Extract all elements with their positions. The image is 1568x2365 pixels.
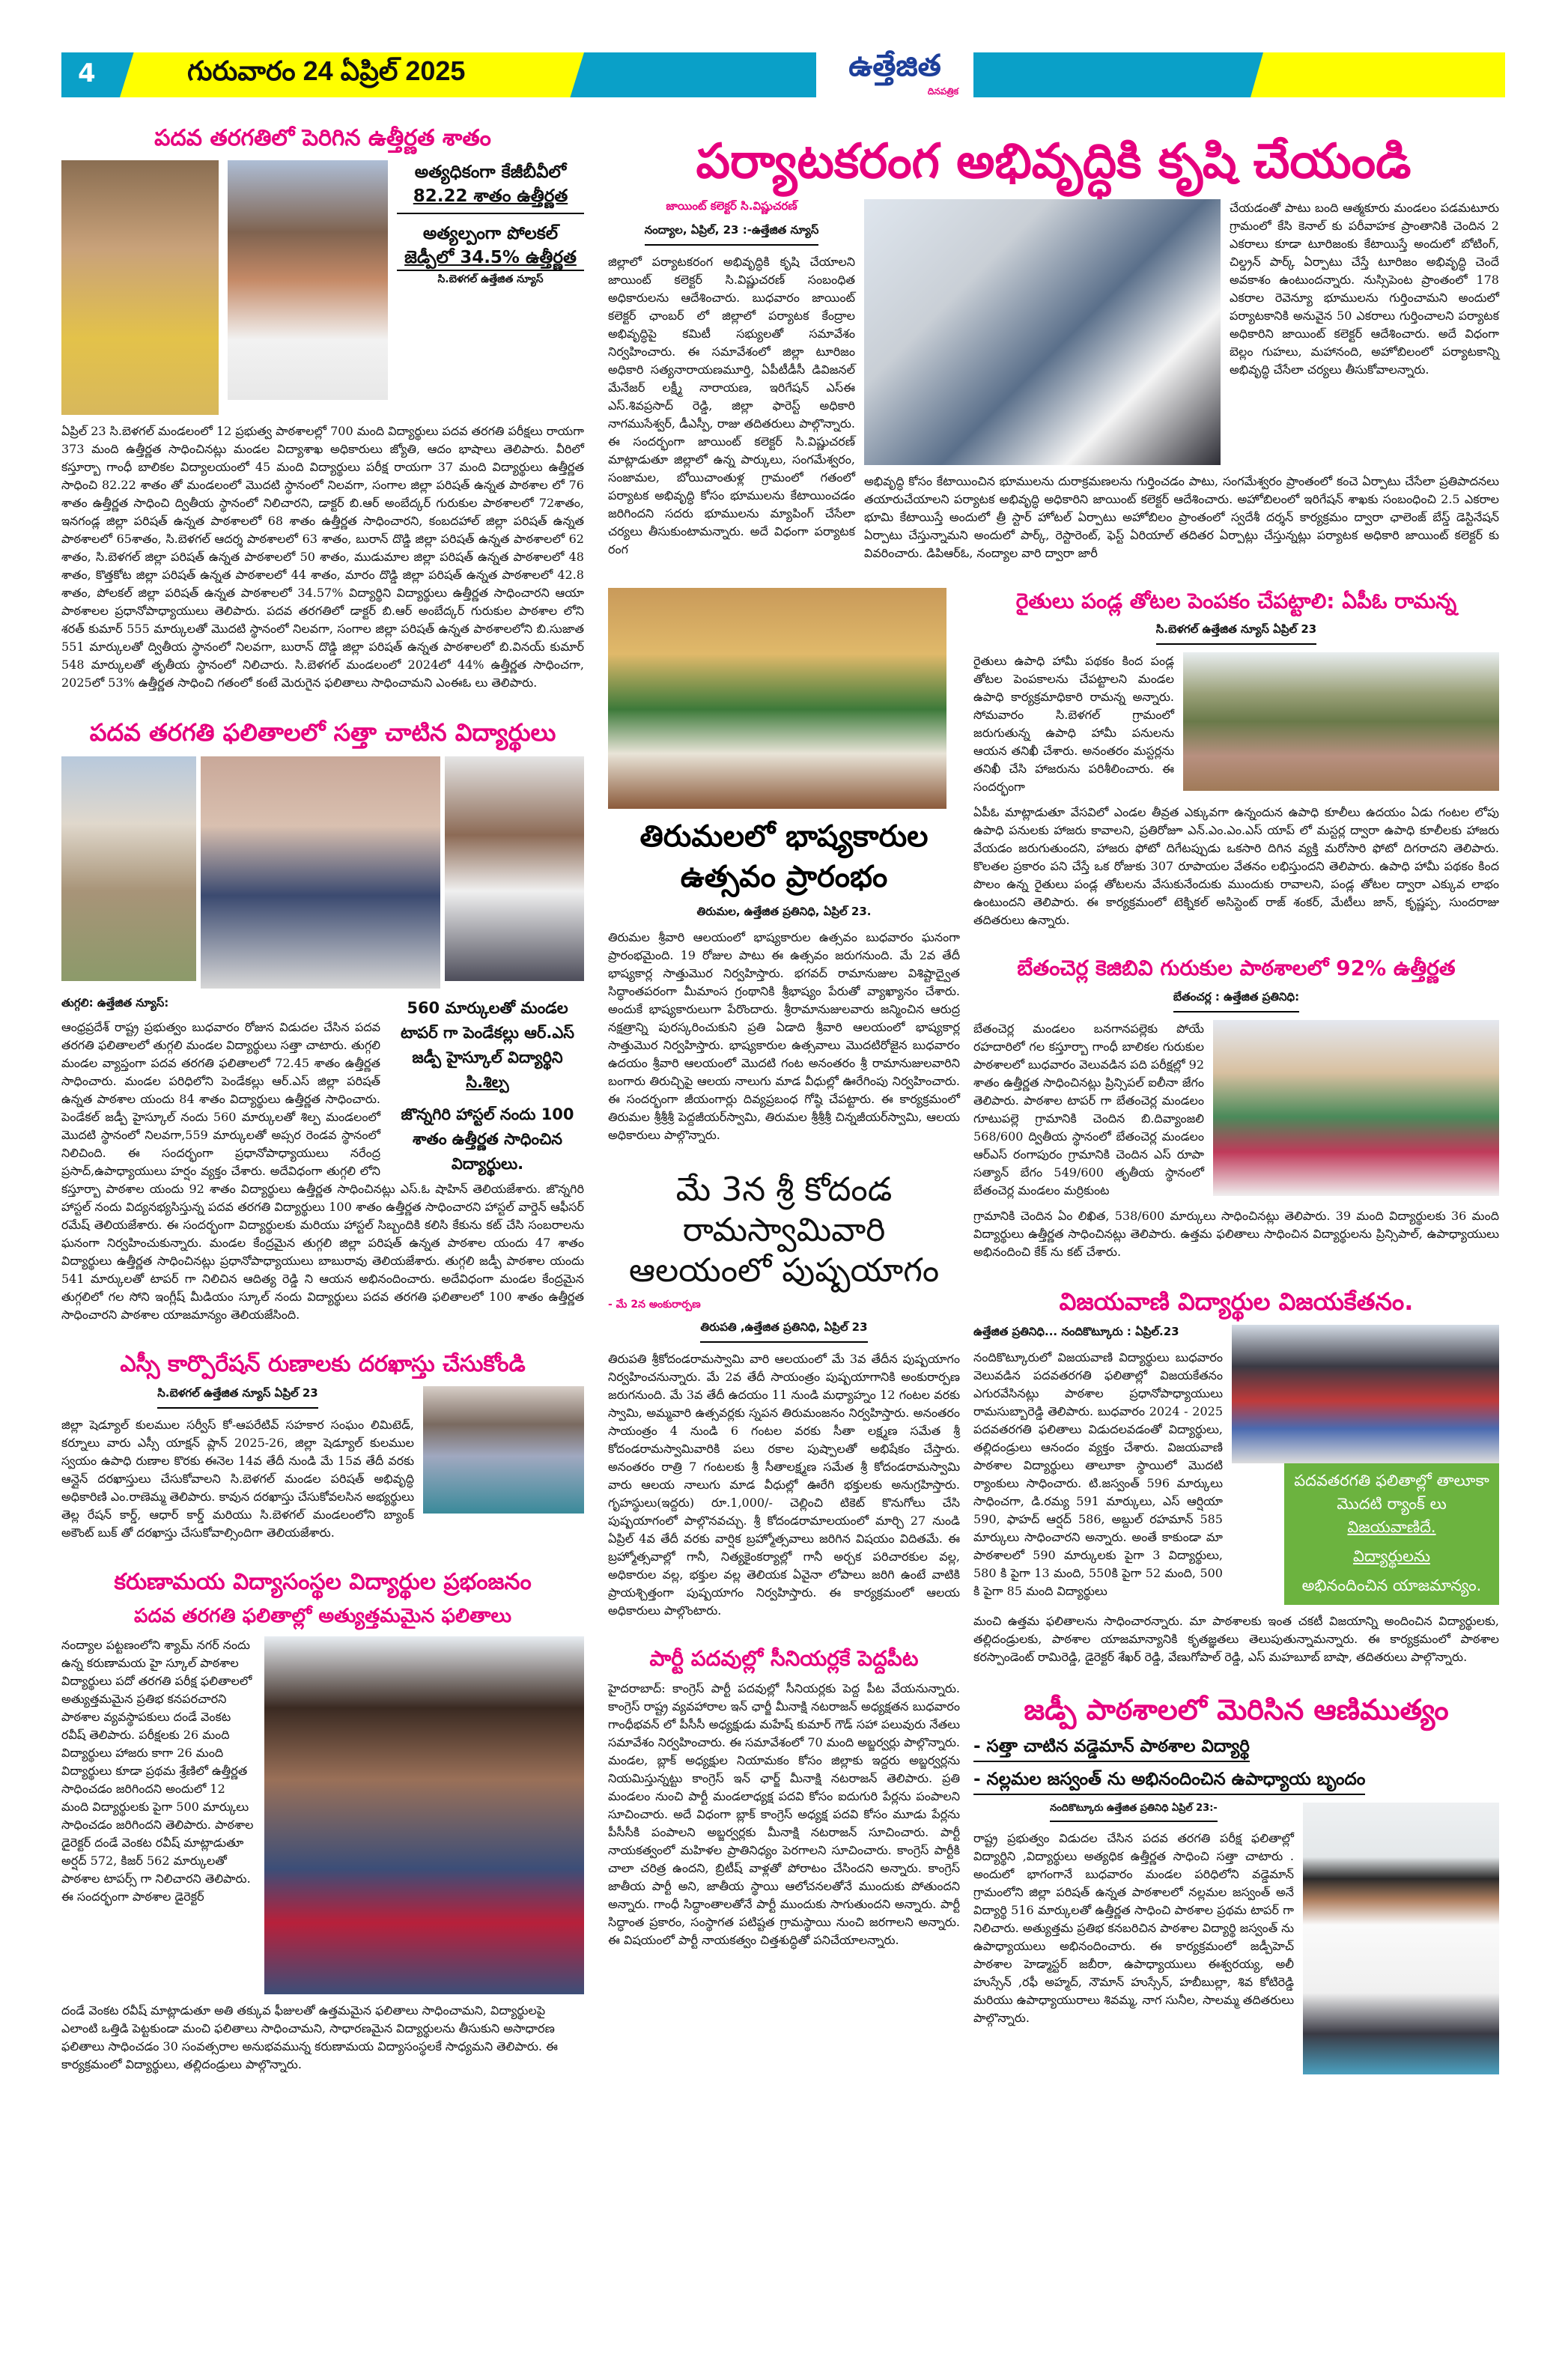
article-tourism xyxy=(608,132,1499,562)
byline: సి.బెళగల్ ఉత్తేజిత న్యూస్ xyxy=(437,273,544,285)
headline: కరుణామయ విద్యాసంస్థల విద్యార్థుల ప్రభంజనం xyxy=(114,1568,532,1595)
masthead-logo xyxy=(816,46,973,97)
byline: ఉత్తేజిత ప్రతినిధి... నందికొట్కూరు : ఏప్రిల్.23 xyxy=(973,1325,1179,1339)
content-row xyxy=(973,652,1499,796)
logo-title: ఉత్తేజిత xyxy=(848,49,941,83)
headline: బేతంచెర్ల కెజిబివి గురుకుల పాఠశాలలో 92% ఉత్తీర్ణత xyxy=(1017,956,1456,981)
content-row xyxy=(973,1020,1499,1200)
school-photo xyxy=(61,756,196,981)
highlight-box xyxy=(391,996,584,1177)
byline: తుగ్గలి: ఉత్తేజిత న్యూస్: xyxy=(61,995,169,1010)
page-number: 4 xyxy=(78,58,96,88)
lead-subheadline: జాయింట్ కలెక్టర్ సి.విష్ణుచరణ్ xyxy=(666,199,797,213)
article-body-continued: మంచి ఉత్తమ ఫలితాలను సాధించారన్నారు. మా పాఠశాలకు ఇంత చకటీ విజయాన్ని అందించిన విద్యార్థులకు, తల్లిదండ్రులకు, పాఠశాల యాజమాన్యానికి కృతజ్ఞతలు తెలుపుతున్నామన్నారు. ఈ కార్యక్రమంలో పాఠశాల కరస్పాండెంట్ రామిరెడ్డి, డైరెక్టర్ శేఖర్ రెడ్డి, వేణుగోపాల్ రెడ్డి, ఎస్ మహబూబ్ బాషా, తదితరులు పాల్గొన్నారు. xyxy=(973,1614,1499,1665)
article-pass-rate xyxy=(61,124,584,692)
content-row xyxy=(973,1803,1499,2074)
right-area xyxy=(864,199,1499,562)
lower-columns xyxy=(608,588,1499,2100)
article-body: చేయడంతో పాటు బంది ఆత్మకూరు మండలం పడమటూరు గ్రామంలో కేసి కెనాల్ కు పరీవాహక ప్రాంతానికి చెందిన 2 ఎకరాలు కూడా టూరిజంకు కేటాయిస్తే అందులో బోటింగ్, చిల్డ్రన్ పార్క్ ఏర్పాటు చేస్తే టూరిజం అభివృద్ధి చెందే అవకాశం ఉంటుందన్నారు. నుస్సిపెంట ప్రాంతంలో 178 ఎకరాల రెవెన్యూ భూములను గుర్తించామని అందులో పర్యాటకానికి అనువైన 50 ఎకరాలు గుర్తించాలని పర్యాటక అధికారిని జాయింట్ కలెక్టర్ ఆదేశించారు. అదే విధంగా బెల్లం గుహలు, మహానంది, అహోబిలంలో పర్యాటకాన్ని అభివృద్ధి చేసేలా చర్యలు తీసుకోవాలన్నారు. xyxy=(1230,201,1499,377)
student-photo xyxy=(61,160,219,415)
headline-line: తిరుమలలో భాష్యకారుల xyxy=(639,819,929,854)
headline: పదవ తరగతి ఫలితాలలో సత్తా చాటిన విద్యార్థులు xyxy=(89,718,556,747)
article-karunamaya xyxy=(61,1567,584,2074)
byline: సి.బెళగల్ ఉత్తేజిత న్యూస్ ఏప్రిల్ 23 xyxy=(1156,622,1317,645)
article-party xyxy=(608,1645,960,1949)
article-body: హైదరాబాద్: కాంగ్రెస్ పార్టీ పదవుల్లో సీనియర్లకు పెద్ద పీట వేయనున్నారు. కాంగ్రెస్ రాష్ట్ర వ్యవహారాల ఇన్ ఛార్జీ మీనాక్షి నటరాజన్ అధ్యక్షతన బుధవారం గాంధీభవన్ లో పీసీసీ అధ్యక్షుడు మహేష్ కుమార్ గౌడ్ సహా పలువురు నేతలు సమావేశం నిర్వహించారు. ఈ సమావేశంలో 70 మంది అబ్జర్వర్లు పాల్గొన్నారు. మండల, బ్లాక్ అధ్యక్షుల నియామకం కోసం జిల్లాకు ఇద్దరు అబ్జర్వర్లను నియమిస్తున్నట్టు కాంగ్రెస్ ఇన్ ఛార్జ్ మీనాక్షి నటరాజన్ తెలిపారు. ప్రతి మండలం నుంచి పార్టీ మండలాధ్యక్ష పదవి కోసం ఐదుగురి పేర్లను పంపాలని సూచించారు. అదే విధంగా బ్లాక్ కాంగ్రెస్ అధ్యక్ష పదవి కోసం మూడు పేర్లను పీసీసీకి పంపాలని అబ్జర్వర్లకు మీనాక్షి నటరాజన్ సూచించారు. పార్టీ నాయకత్వంలో మహిళల ప్రాతినిధ్యం పెరగాలని సూచించారు. కాంగ్రెస్ పార్టీకి చాలా చరిత్ర ఉందని, బ్రిటీష్ వాళ్లతో పోరాటం చేసిందని అన్నారు. కాంగ్రెస్ జాతీయ పార్టీ అని, జాతీయ స్థాయి ఆలోచనలతోనే ముందుకు పోతుందని అన్నారు. గాంధీ సిద్ధాంతాలతోనే పార్టీ ముందుకు సాగుతుందని అన్నారు. పార్టీ సిద్ధాంత ప్రకారం, సంస్థాగత పటిష్టత గ్రామస్థాయి నుంచి జరగాలని అన్నారు. ఈ విషయంలో పార్టీ నాయకత్వం చిత్తశుద్ధితో పనిచేయాలన్నారు. xyxy=(608,1681,960,1948)
text-column xyxy=(61,1386,414,1542)
lead-headline: పర్యాటకరంగ అభివృద్ధికి కృషి చేయండి xyxy=(696,134,1411,189)
byline: తిరుమల, ఉత్తేజిత ప్రతినిధి, ఏప్రిల్ 23. xyxy=(696,905,872,918)
headline xyxy=(608,1170,960,1291)
article-body-continued: దండే వెంకట రవీష్ మాట్లాడుతూ అతి తక్కువ ఫీజులతో ఉత్తమమైన ఫలితాలు సాధించామని, విద్యార్థులపై ఎలాంటి ఒత్తిడి పెట్టకుండా మంచి ఫలితాలు సాధించామని, సాధారణమైన విద్యార్థులను తీసుకుని అసాధారణ ఫలితాలు సాధించడం 30 సంవత్సరాల అనుభవమున్న కరుణామయ విద్యాసంస్థలకే సాధ్యమని తెలిపారు. ఈ కార్యక్రమంలో విద్యార్థులు, తల్లిదండ్రులు పాల్గొన్నారు. xyxy=(61,2003,558,2072)
text-column xyxy=(973,1803,1294,2027)
article-content xyxy=(61,996,584,1324)
content-row xyxy=(61,1386,584,1542)
subheadline: పదవ తరగతి ఫలితాల్లో అత్యుత్తమమైన ఫలితాలు xyxy=(134,1604,511,1627)
students-photo xyxy=(1232,1325,1499,1463)
subheadline: - నల్లమల జస్వంత్ ను అభినందించిన ఉపాధ్యాయ బృందం xyxy=(973,1770,1365,1795)
article-body: తిరుమల శ్రీవారి ఆలయంలో భాష్యకారుల ఉత్సవం బుధవారం ఘనంగా ప్రారంభమైంది. 19 రోజుల పాటు ఈ ఉత్సవం జరుగనుంది. మే 2వ తేదీ భాష్యకార్ల సాత్తుమొర నిర్వహిస్తారు. భగవద్ రామానుజుల విశిష్టాద్వైత సిద్ధాంతపరంగా మీమాంస గ్రంథానికి శ్రీభాష్యం పేరుతో వ్యాఖ్యానం చేశారు. అందుకే భాష్యకారులుగా పేరొందారు. శ్రీరామానుజులవారు జన్మించిన ఆరుద్ర నక్షత్రాన్ని పురస్కరించుకుని ప్రతి ఏడాది శ్రీవారి ఆలయంలో భాష్యకార్ల సాత్తుమొర నిర్వహిస్తారు. భాష్యకారుల ఉత్సవాలు మొదటిరోజైన బుధవారం ఉదయం శ్రీవారి ఆలయంలో మొదటి గంట అనంతరం శ్రీ రామానుజులవారిని బంగారు తిరుచ్చిపై ఆలయ నాలుగు మాడ వీధుల్లో ఊరేగింపు నిర్వహించారు. ఈ సందర్భంగా జీయంగార్లు దివ్యప్రబంధ గోష్ఠి చేపట్టారు. ఈ కార్యక్రమంలో తిరుమల శ్రీశ్రీశ్రీ పెద్దజీయర్‌స్వామి, తిరుమల శ్రీశ్రీశ్రీ చిన్నజీయర్‌స్వామి, ఆలయ అధికారులు పాల్గొన్నారు. xyxy=(608,930,960,1142)
subheadline-box xyxy=(397,160,584,288)
header-right-band xyxy=(1251,52,1505,97)
article-body: రాష్ట్ర ప్రభుత్వం విడుదల చేసిన పదవ తరగతి పరీక్ష ఫలితాల్లో విద్యార్థిని ,విద్యార్థులు అత్యధిక ఉత్తీర్ణత సాధించి సత్తా చాటారు . అందులో భాగంగానే బుధవారం మండల పరిధిలోని వడ్డెమాన్ గ్రామంలోని జిల్లా పరిషత్ ఉన్నత పాఠశాలలో నల్లమల జస్వంత్ అనే విద్యార్థి 516 మార్కులతో ఉత్తీర్ణత సాధించి పాఠశాల ప్రథమ టాపర్ గా నిలిచారు. అత్యుత్తమ ప్రతిభ కనబరిచిన పాఠశాల విద్యార్థి జస్వంత్ ను ఉపాధ్యాయులు అభినందించారు. ఈ కార్యక్రమంలో జడ్పీహెచ్ పాఠశాల హెడ్మాస్టర్ జబీరా, ఉపాధ్యాయులు ఈశ్వరయ్య, అలీ హుస్సేన్ ,రఫీ అహ్మద్, నౌమాన్ హుస్సేన్, హబీబుల్లా, శివ కోటిరెడ్డి మరియు ఉపాధ్యాయురాలు శివమ్మ, నాగ సునీల, సాలమ్మ తదితరులు పాల్గొన్నారు. xyxy=(973,1830,1294,2025)
headline: పార్టీ పదవుల్లో సీనియర్లకే పెద్దపీట xyxy=(649,1646,919,1671)
article-zp-school xyxy=(973,1692,1499,2074)
byline: నంద్యాల, ఏప్రిల్, 23 :-ఉత్తేజిత న్యూస్ xyxy=(645,223,819,246)
article-body: రైతులు ఉపాధి హామీ పథకం కింద పండ్ల తోటల పెంపకాలను చేపట్టాలని మండల ఉపాధి కార్యక్రమాధికారి రామన్న అన్నారు. సోమవారం సి.బెళగల్ గ్రామంలో జరుగుతున్న ఉపాధి హామీ పనులను ఆయన తనిఖీ చేశారు. అనంతరం మస్టర్లను తనిఖీ చేసి హాజరును పరిశీలించారు. ఈ సందర్భంగా xyxy=(973,654,1174,795)
byline: తిరుపతి ,ఉత్తేజిత ప్రతినిధి, ఏప్రిల్ 23 xyxy=(700,1320,867,1343)
highlight-text: విద్యార్థులను xyxy=(1352,1547,1430,1566)
subheadline: 82.22 శాతం ఉత్తీర్ణత xyxy=(397,184,584,214)
article-bethamcherla xyxy=(973,955,1499,1260)
highlight-box xyxy=(1284,1463,1499,1605)
article-body: జిల్లా షెడ్యూల్ కులముల సర్వీస్ కో-ఆపరేటివ్ సహకార సంఘం లిమిటెడ్, కర్నూలు వారు ఎస్సీ యాక్షన్ ప్లాన్ 2025-26, జిల్లా షెడ్యూల్ కులముల స్వయం ఉపాధి రుణాల కొరకు ఈనెల 14వ తేదీ నుండి మే 15వ తేదీ వరకు ఆన్లైన్ దరఖాస్తులు చేసుకోవాలని సి.బెళగల్ మండల పరిషత్ అభివృద్ధి అధికారిణి ఎం.రాణెమ్మ తెలిపారు. కావున దరఖాస్తు చేసుకోవలసిన అభ్యర్థులు తెల్ల రేషన్ కార్డ్, ఆధార్ కార్డ్ మరియు సి.బెళగల్ మండలంలోని బ్యాంక్ అకౌంట్ బుక్ తో దరఖాస్తు చేసుకోవాల్సిందిగా తెలియజేశారు. xyxy=(61,1417,414,1540)
photo-row xyxy=(61,756,584,989)
student-photo xyxy=(264,1636,584,1994)
text-column xyxy=(973,1325,1223,1600)
article-body: నంద్యాల పట్టణంలోని శ్యామ్ నగర్ నందు ఉన్న కరుణామయ హై స్కూల్ పాఠశాల విద్యార్థులు పదో తరగతి పరీక్ష ఫలితాలలో అత్యుత్తమమైన ప్రతిభ కనపరచారని పాఠశాల వ్యవస్థాపకులు దండే వెంకట రవీష్ తెలిపారు. పరీక్షలకు 26 మంది విద్యార్థులు హాజరు కాగా 26 మంది విద్యార్థులు కూడా ప్రథమ శ్రేణిలో ఉత్తీర్ణత సాధించడం జరిగిందని అందులో 12 మంది విద్యార్థులకు పైగా 500 మార్కులు సాధించడం జరిగిందని తెలిపారు. పాఠశాల డైరెక్టర్ దండే వెంకట రవీష్ మాట్లాడుతూ అర్షద్ 572, కిజర్ 562 మార్కులతో పాఠశాల టాపర్స్ గా నిలిచారని తెలిపారు. ఈ సందర్భంగా పాఠశాల డైరెక్టర్ xyxy=(61,1638,254,1904)
article-body-continued: అభివృద్ధి కోసం కేటాయించిన భూములను దురాక్రమణలను గుర్తించడం పాటు, సంగమేశ్వరం ప్రాంతంలో కంచె ఏర్పాటు చేసేలా ప్రతిపాదనలు తయారుచేయాలని పర్యాటక అభివృద్ధి అధికారిని జాయింట్ కలెక్టర్ ఆదేశించారు. అహోబిలంలో ఇరిగేషన్ శాఖకు సంబంధించి 2.5 ఎకరాల భూమి కేటాయిస్తే అందులో త్రీ స్టార్ హోటల్ ఏర్పాటు అహోబిలం ప్రాంతంలో స్వదేశీ దర్శన్ కార్యక్రమం ద్వారా ఛాలెంజ్ బేస్డ్ డెస్టినేషన్ ఏర్పాటు చేస్తున్నామని అందులో పార్క్, రెస్టారెంట్, ఫెస్ట్ ఏరియాల్ తదితర ఏర్పాట్లు చేస్తున్నట్లు పర్యాటక అధికారి జాయింట్ కలెక్టర్ కు వివరించారు. డిపిఆర్ఓ, నంద్యాల వారి ద్వారా జారీ xyxy=(864,474,1499,560)
photo-row xyxy=(61,160,584,415)
article-vijayavani xyxy=(973,1287,1499,1667)
article-students-shine xyxy=(61,717,584,1324)
subheadline: అత్యల్పంగా పోలకల్ xyxy=(422,224,559,243)
article-body: ఆంధ్రప్రదేశ్ రాష్ట్ర ప్రభుత్వం బుధవారం రోజున విడుదల చేసిన పదవ తరగతి ఫలితాలలో తుగ్గలి మండల విద్యార్థులు సత్తా చాటారు. తుగ్గలి మండల వ్యాప్తంగా పదవ తరగతి ఫలితాలలో 72.45 శాతం ఉత్తీర్ణత సాధించారు. మండల పరిధిలోని పెండేకల్లు ఆర్.ఎస్ జిల్లా పరిషత్ ఉన్నత పాఠశాల యందు 84 శాతం విద్యార్థులు ఉత్తీర్ణత సాధించారు. పెండేకల్ జడ్పీ హైస్కూల్ నందు 560 మార్కులతో శిల్ప మండలంలో మొదటి స్థానంలో నిలవగా,559 మార్కులతో అప్సర రెండవ స్థానంలో నిలిచింది. ఈ సందర్భంగా ప్రధానోపాధ్యాయులు నరేంద్ర ప్రసాద్,ఉపాధ్యాయులు హర్షం వ్యక్తం చేశారు. అదేవిధంగా తుగ్గలి లోని కస్తూర్బా పాఠశాల యందు 92 శాతం విద్యార్థులు ఉత్తీర్ణత సాధించినట్లు ఎస్.ఓ షాహిన్ తెలియజేశారు. జొన్నగిరి హాస్టల్ నందు విద్యనభ్యసిస్తున్న పదవ తరగతి విద్యార్థులు 100 శాతం ఉత్తీర్ణత సాధించారని హాస్టల్ వార్డెన్ ఆఫీసర్ రమేష్ తెలియజేశారు. ఈ సందర్భంగా విద్యార్థులకు మరియు హాస్టల్ సిబ్బందికి కలిసి కేకును కట్ చేసి సంబరాలను ఘనంగా నిర్వహించుకున్నారు. మండల కేంద్రమైన తుగ్గలి జిల్లా పరిషత్ ఉన్నత పాఠశాల యందు 47 శాతం విద్యార్థులు ఉత్తీర్ణత సాధించినట్లు ప్రధానోపాధ్యాయులు బాబురావు తెలియజేశారు. తుగ్గలి జడ్పీ పాఠశాల యందు 541 మార్కులతో టాపర్ గా నిలిచిన ఆదిత్య రెడ్డి ని ఆయన అభినందించారు. అదేవిధంగా మండల కేంద్రమైన తుగ్గలిలో గల సోని ఇంగ్లీష్ మీడియం స్కూల్ నందు విద్యార్థులు పదవ తరగతి ఫలితాలలో 100 శాతం ఉత్తీర్ణత సాధించారని పాఠశాల యాజమాన్యం తెలియజేసింది. xyxy=(61,1019,584,1322)
meeting-photo xyxy=(864,199,1221,465)
middle-column xyxy=(608,588,960,1975)
headline: పదవ తరగతిలో పెరిగిన ఉత్తీర్ణత శాతం xyxy=(154,125,491,151)
highlight-text: పదవతరగతి ఫలితాల్లో తాలూకా మొదటి ర్యాంక్ లు xyxy=(1294,1472,1489,1514)
person-photo xyxy=(445,756,584,981)
highlight-text: 560 మార్కులతో మండల టాపర్ గా పెండేకల్లు ఆర్.ఎస్ జడ్పీ హైస్కూల్ విద్యార్థిని xyxy=(400,998,575,1066)
content-row xyxy=(61,1636,584,1994)
headline xyxy=(608,816,960,897)
headline-line: ఆలయంలో పుష్పయాగం xyxy=(628,1251,940,1290)
headline: రైతులు పండ్ల తోటల పెంపకం చేపట్టాలి: ఏపీఓ రామన్న xyxy=(1015,589,1457,613)
highlight-text: విజయవాణిదే. xyxy=(1347,1518,1436,1537)
subheadline: జెడ్పీలో 34.5% ఉత్తీర్ణత xyxy=(397,246,584,271)
photo-row xyxy=(864,199,1499,465)
text-column xyxy=(608,199,855,559)
article-sc-loans xyxy=(61,1350,584,1542)
subheadline: అత్యధికంగా కేజీబీవీలో xyxy=(414,163,567,182)
official-photo xyxy=(423,1386,584,1514)
subheadline: - సత్తా చాటిన వడ్డెమాన్ పాఠశాల విద్యార్థి xyxy=(973,1737,1250,1762)
group-photo xyxy=(201,756,440,989)
article-body-continued: ఏపీఓ మాట్లాడుతూ వేసవిలో ఎండల తీవ్రత ఎక్కువగా ఉన్నందున ఉపాధి కూలీలు ఉదయం ఏడు గంటల లోపు ఉపాధి పనులకు హాజరు కావాలని, ప్రతిరోజూ ఎన్.ఎం.ఎం.ఎస్ యాప్ లో మస్టర్ల ద్వారా ఉపాధి కూలీలకు హాజరు వేయడం జరుగుతుందని, హాజరు ఫోటో దిగేటప్పుడు ఒకసారి దిగిన వ్యక్తి మరోసారి ఫోటో దిగరాదని తెలిపారు. కొలతల ప్రకారం పని చేస్తే ఒక రోజుకు 307 రూపాయల వేతనం లభిస్తుందని తెలిపారు. ఉపాధి హామీ పథకం కింద పొలం ఉన్న రైతులు పండ్ల తోటలను వేసుకునేందుకు ముందుకు రావాలని, పండ్ల తోటల ద్వారా ఎక్కువ లాభం ఉంటుందని తెలిపారు. ఈ కార్యక్రమంలో టెక్నికల్ అసిస్టెంట్ రాజ్ శంకర్, మేటీలు జాన్, కృష్ణప్ప, సుందరాజు తదితరులు ఉన్నారు. xyxy=(973,805,1499,928)
headline-line: మే 3న శ్రీ కోదండ xyxy=(675,1171,893,1209)
article-body: తిరుపతి శ్రీకోదండరామస్వామి వారి ఆలయంలో మే 3వ తేదీన పుష్పయాగం నిర్వహించనున్నారు. మే 2వ తేదీ సాయంత్రం పుష్పయాగానికి అంకురార్పణ జరుగనుంది. మే 3వ తేదీ ఉదయం 11 నుండి మధ్యాహ్నం 12 గంటల వరకు స్వామి, అమ్మవారి ఉత్సవర్లకు స్నపన తిరుమంజనం నిర్వహిస్తారు. అనంతరం సాయంత్రం 4 నుండి 6 గంటల వరకు సీతా లక్ష్మణ సమేత శ్రీ కోదండరామస్వామివారికి పలు రకాల పుష్పాలతో అభిషేకం చేస్తారు. అనంతరం రాత్రి 7 గంటలకు శ్రీ సీతాలక్ష్మణ సమేత శ్రీ కోదండరామస్వామి వారు ఆలయ నాలుగు మాడ వీధుల్లో ఊరేగి భక్తులకు అనుగ్రహిస్తారు. గృహస్థులు(ఇద్దరు) రూ.1,000/- చెల్లించి టికెట్ కొనుగోలు చేసి పుష్పయాగంలో పాల్గొనవచ్చు. శ్రీ కోదండరామాలయంలో మార్చి 27 నుండి ఏప్రిల్ 4వ తేదీ వరకు వార్షిక బ్రహ్మోత్సవాలు జరిగిన విషయం విదితమే. ఈ బ్రహ్మోత్సవాల్లో గానీ, నిత్యకైంకర్యాల్లో గానీ అర్చక పరిచారకుల వల్ల, అధికారుల వల్ల, భక్తుల వల్ల తెలియక ఏవైనా లోపాలు జరిగి ఉంటే వాటికి ప్రాయశ్చిత్తంగా పుష్పయాగం నిర్వహిస్తారు. ఈ కార్యక్రమంలో ఆలయ అధికారులు పాల్గొంటారు. xyxy=(608,1352,960,1618)
byline: నందికొట్కూరు ఉత్తేజిత ప్రతినిధి ఏప్రిల్ 23:- xyxy=(1050,1803,1218,1822)
right-column xyxy=(973,588,1499,2100)
left-column xyxy=(61,124,584,2099)
main-area xyxy=(608,132,1499,2100)
article-body: బేతంచెర్ల మండలం బనగానపల్లెకు పోయే రహదారిలో గల కస్తూర్బా గాంధీ బాలికల గురుకుల పాఠశాలలో బుధవారం వెలువడిన పది పరీక్షల్లో 92 శాతం ఉత్తీర్ణత సాధించినట్లు ప్రిన్సిపల్ ఐలీనా జేగం తెలిపారు. పాఠశాల టాపర్ గా బేతంచెర్ల మండలం గూటుపల్లె గ్రామానికి చెందిన బి.దివ్యాంజలి 568/600 ద్వితీయ స్థానంలో బేతంచెర్ల మండలం ఆర్ఎస్ రంగాపురం గ్రామానికి చెందిన ఎస్ రూపా సత్యాన్ బేగం 549/600 తృతీయ స్థానంలో బేతంచెర్ల మండలం మర్రికుంట xyxy=(973,1021,1204,1197)
logo-subtitle: దినపత్రిక xyxy=(927,86,958,97)
subheadline: - మే 2న అంకురార్పణ xyxy=(608,1299,701,1311)
article-farmers xyxy=(973,588,1499,929)
student-photo xyxy=(1303,1803,1499,2074)
content-row xyxy=(973,1325,1499,1605)
headline: జడ్పీ పాఠశాలలో మెరిసిన ఆణిముత్యం xyxy=(1024,1693,1449,1727)
issue-date: గురువారం 24 ఏప్రిల్ 2025 xyxy=(187,55,466,86)
highlight-text: జొన్నగిరి హాస్టల్ నందు 100 శాతం ఉత్తీర్ణత సాధించిన విద్యార్థులు. xyxy=(401,1105,574,1173)
field-meeting-photo xyxy=(1183,652,1499,791)
article-kodanda xyxy=(608,1170,960,1620)
highlight-text: అభినందించిన యాజమాన్యం. xyxy=(1301,1576,1482,1595)
headline-line: ఉత్సవం ప్రారంభం xyxy=(680,860,888,894)
temple-photo xyxy=(608,588,946,809)
article-body: నందికొట్కూరులో విజయవాణి విద్యార్థులు బుధవారం వెలువడిన పదవతరగతి ఫలితాల్లో విజయకేతనం ఎగురవేసినట్లు పాఠశాల ప్రధానోపాధ్యాయులు రామసుబ్బారెడ్డి తెలిపారు. బుధవారం 2024 - 2025 పదవతరగతి ఫలితాలు విడుదలవడంతో విద్యార్థులు, తల్లిదండ్రులు ఆనందం వ్యక్తం చేశారు. విజయవాణి పాఠశాల విద్యార్థులు తాలూకా స్థాయిలో మొదటి ర్యాంకులు సాధించారు. టి.జస్వంత్ 596 మార్కులు సాధించగా, డి.రమ్య 591 మార్కులు, ఎస్ ఆర్షియా 590, ఫాహద్ ఆర్షద్ 586, అబ్దుల్ రహమాన్ 585 మార్కులు సాధించారని అన్నారు. అంతే కాకుండా మా పాఠశాలలో 590 మార్కులకు పైగా 3 విద్యార్థులు, 580 కి పైగా 13 మంది, 550కి పైగా 52 మంది, 500 కి పైగా 85 మంది విద్యార్థులు xyxy=(973,1350,1223,1599)
article-body: ఏప్రిల్ 23 సి.బెళగల్ మండలంలో 12 ప్రభుత్వ పాఠశాలల్లో 700 మంది విద్యార్థులు పదవ తరగతి పరీక్షలు రాయగా 373 మంది ఉత్తీర్ణత సాధించినట్లు మండల విద్యాశాఖ అధికారులు జ్యోతి, ఆదం భాషాలు తెలిపారు. వీరిలో కస్తూర్బా గాంధీ బాలికల విద్యాలయంలో 45 మంది విద్యార్థులు పరీక్ష రాయగా 37 మంది విద్యార్థులు ఉత్తీర్ణత సాధించి 82.22 శాతం తో మండలంలో మొదటి స్థానంలో నిలవగా, సంగాల జిల్లా పరిషత్ ఉన్నత పాఠశాల లో 76 శాతం ఉత్తీర్ణత సాధించి ద్వితీయ స్థానంలో నిలిచారని, డాక్టర్ బి.ఆర్ అంబేద్కర్ గురుకుల పాఠశాలలో 72శాతం, ఇనగండ్ల జిల్లా పరిషత్ ఉన్నత పాఠశాలలో 68 శాతం ఉత్తీర్ణత సాధించారని, కంబదహాల్ జిల్లా పరిషత్ ఉన్నత పాఠశాలలో 65శాతం, సి.బెళగల్ ఆదర్శ పాఠశాలలో 63 శాతం, బురాన్ దొడ్డి జిల్లా పరిషత్ ఉన్నత పాఠశాలలో 62 శాతం, సి.బెళగల్ జిల్లా పరిషత్ ఉన్నత పాఠశాలలో 50 శాతం, ముడుమాల జిల్లా పరిషత్ ఉన్నత పాఠశాలలో 48 శాతం, కొత్తకోట జిల్లా పరిషత్ ఉన్నత పాఠశాలలో 44 శాతం, మారం దొడ్డి జిల్లా పరిషత్ ఉన్నత పాఠశాలలో 42.8 శాతం, పోలకల్ జిల్లా పరిషత్ ఉన్నత పాఠశాలలో 34.57% విద్యార్థిని విద్యార్థులు ఉత్తీర్ణత సాధించారని ఆయా పాఠశాలల ప్రధానోపాధ్యాయులు తెలిపారు. పదవ తరగతిలో డాక్టర్ బి.ఆర్ అంబేద్కర్ గురుకుల పాఠశాల లోని శరత్ కుమార్ 555 మార్కులతో మొదటి స్థానంలో నిలవగా, సంగాల జిల్లా పరిషత్ ఉన్నత పాఠశాలలోని బి.సుజాత 551 మార్కులతో ద్వితీయ స్థానంలో నిలవగా, బురాన్ దొడ్డి జిల్లా పరిషత్ ఉన్నత పాఠశాలలో బి.వినయ్ కుమార్ 548 మార్కులతో తృతీయ స్థానంలో నిలిచారు. సి.బెళగల్ మండలంలో 2024లో 44% ఉత్తీర్ణత సాధించగా, 2025లో 53% ఉత్తీర్ణత సాధించి గతంలో కంటే మెరుగైన ఫలితాలు సాధించామని ఎంఈఓ లు తెలిపారు. xyxy=(61,424,584,690)
article-tirumala xyxy=(608,588,960,1144)
celebration-photo xyxy=(1213,1020,1499,1196)
headline: విజయవాణి విద్యార్థుల విజయకేతనం. xyxy=(1059,1287,1414,1316)
highlight-name: సి.శిల్ప xyxy=(466,1072,509,1091)
media-column xyxy=(1232,1325,1499,1605)
byline: సి.బెళగల్ ఉత్తేజిత న్యూస్ ఏప్రిల్ 23 xyxy=(157,1386,318,1409)
headline-line: రామస్వామివారి xyxy=(682,1211,886,1249)
byline: బేతంచర్ల : ఉత్తేజిత ప్రతినిధి: xyxy=(1173,990,1299,1013)
article-body: జిల్లాలో పర్యాటకరంగ అభివృద్ధికి కృషి చేయాలని జాయింట్ కలెక్టర్ సి.విష్ణుచరణ్ సంబంధిత అధికారులను ఆదేశించారు. బుధవారం జాయింట్ కలెక్టర్ ఛాంబర్ లో జిల్లాలో పర్యాటక కేంద్రాల అభివృద్ధిపై కమిటీ సభ్యులతో సమావేశం నిర్వహించారు. ఈ సమావేశంలో జిల్లా టూరిజం అధికారి సత్యనారాయణమూర్తి, ఏపీటీడీసీ డివిజనల్ మేనేజర్ లక్ష్మీ నారాయణ, ఇరిగేషన్ ఎస్ఈ ఎస్.శివప్రసాద్ రెడ్డి, జిల్లా ఫారెస్ట్ అధికారి నాగముసేశ్వర్, డీఎస్పీ, రాజు తదితరులు పాల్గొన్నారు. ఈ సందర్భంగా జాయింట్ కలెక్టర్ సి.విష్ణుచరణ్ మాట్లాడుతూ జిల్లాలో ఉన్న పార్కులు, సంగమేశ్వరం, సంజామల, బోయిచాంతుళ్ల గ్రామంలో గతంలో పర్యాటక అభివృద్ధి కోసం భూములను కేటాయించడం జరిగిందని సదరు భూములను మ్యాపింగ్ చేసేలా చర్యలు తీసుకుంటామన్నారు. అదే విధంగా పర్యాటక రంగ xyxy=(608,255,855,556)
content-row xyxy=(608,199,1499,562)
headline: ఎస్సీ కార్పొరేషన్ రుణాలకు దరఖాస్తు చేసుకోండి xyxy=(120,1350,526,1377)
article-body-continued: గ్రామానికి చెందిన ఏం లిఖిత, 538/600 మార్కులు సాధించినట్లు తెలిపారు. 39 మంది విద్యార్థులకు 36 మంది విద్యార్థులు ఉత్తీర్ణత సాధించినట్లు తెలిపారు. ఉత్తమ ఫలితాలు సాధించిన విద్యార్థులను ప్రిన్సిపాల్, ఉపాధ్యాయులు అభినందించి కేక్ ను కట్ చేశారు. xyxy=(973,1208,1499,1259)
student-photo xyxy=(228,160,388,400)
